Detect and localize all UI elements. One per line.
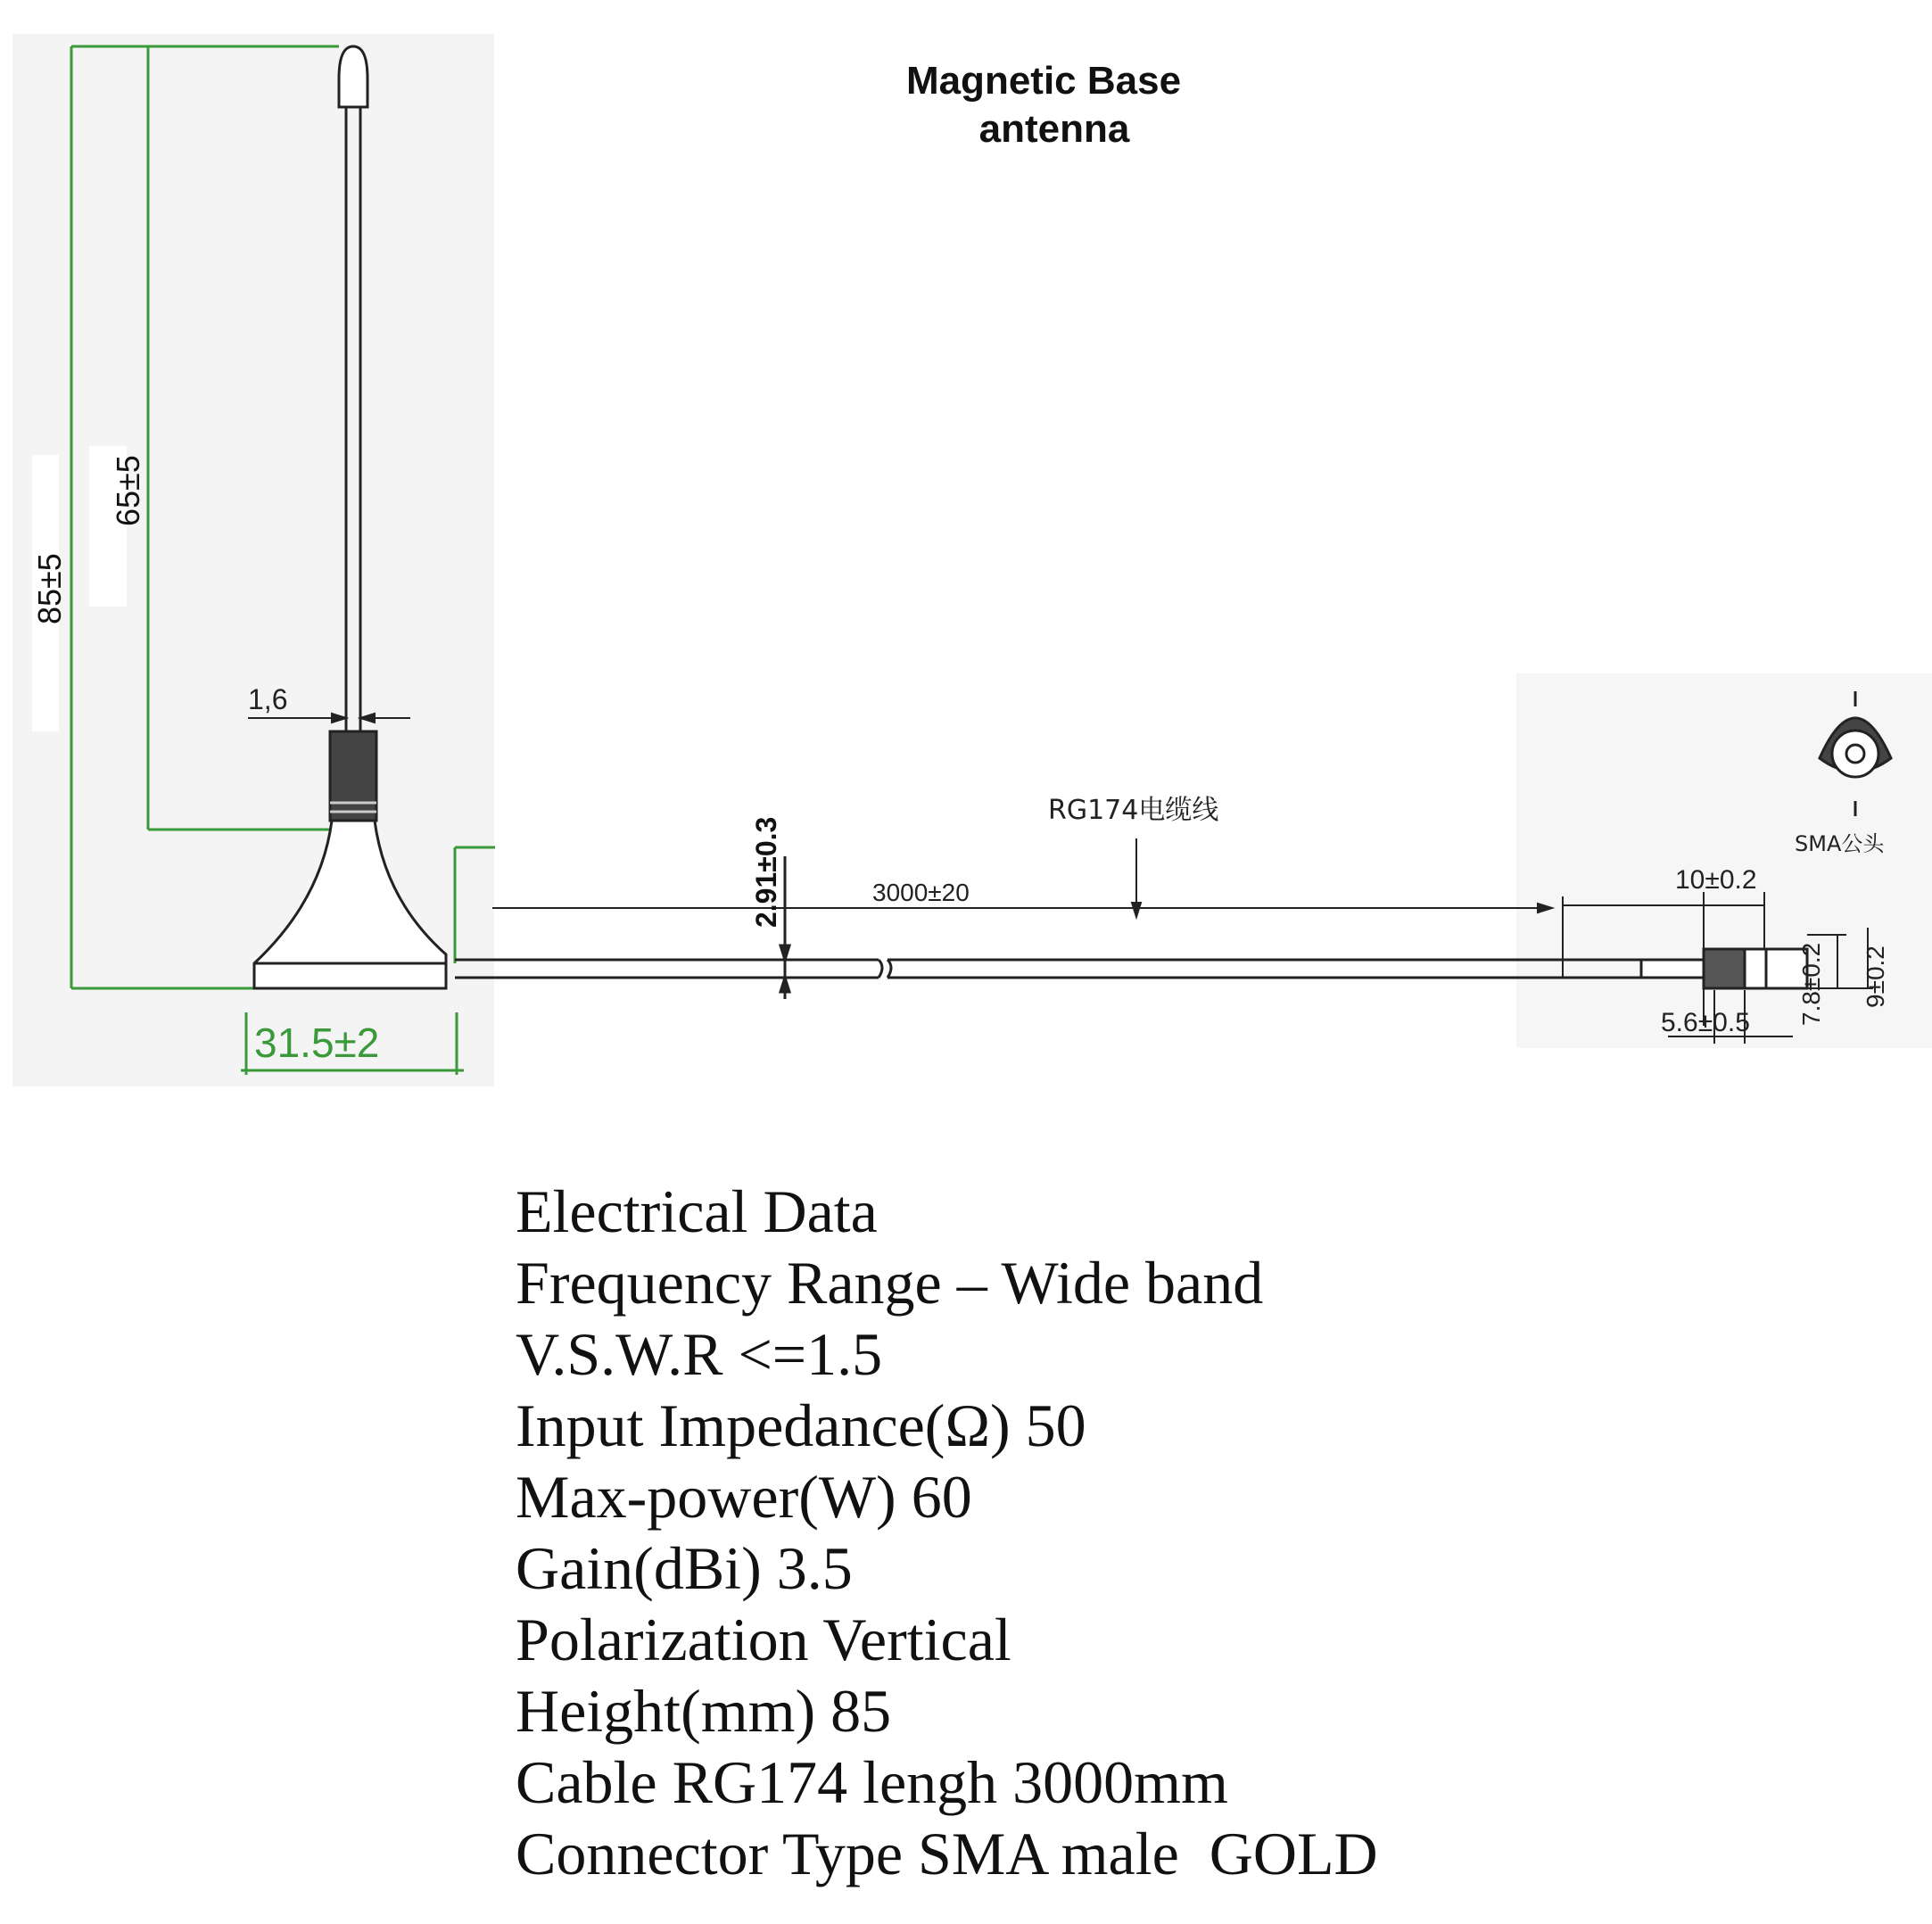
whip-length-label: 65±5 bbox=[110, 455, 146, 526]
connector-dia-a-label: 7.8±0.2 bbox=[1797, 942, 1825, 1026]
spec-polarization: Polarization Vertical bbox=[516, 1606, 1011, 1673]
spec-height: Height(mm) 85 bbox=[516, 1677, 892, 1745]
connector-small-label: 5.6±0.5 bbox=[1661, 1008, 1750, 1037]
spec-vswr: V.S.W.R <=1.5 bbox=[516, 1320, 883, 1388]
base-diameter-label: 31.5±2 bbox=[254, 1020, 380, 1066]
cable-length-label: 3000±20 bbox=[872, 879, 970, 906]
electrical-spec-list bbox=[516, 1176, 1378, 1889]
spec-cable: Cable RG174 lengh 3000mm bbox=[516, 1748, 1228, 1816]
spec-heading: Electrical Data bbox=[516, 1177, 878, 1245]
spec-gain: Gain(dBi) 3.5 bbox=[516, 1534, 853, 1602]
title-line-1: Magnetic Base bbox=[905, 59, 1182, 103]
spec-frequency: Frequency Range – Wide band bbox=[516, 1249, 1264, 1317]
connector-length-label: 10±0.2 bbox=[1675, 865, 1757, 895]
connector-dia-b-label: 9±0.2 bbox=[1862, 945, 1889, 1008]
antenna-sleeve bbox=[330, 731, 376, 821]
cable-label: RG174电缆线 bbox=[1048, 795, 1219, 826]
cable bbox=[455, 960, 1641, 978]
spec-connector: Connector Type SMA male GOLD bbox=[516, 1820, 1378, 1887]
spec-impedance: Input Impedance(Ω) 50 bbox=[516, 1391, 1086, 1459]
title-line-2: antenna bbox=[978, 107, 1130, 151]
cable-length-dimension bbox=[492, 838, 1563, 978]
total-height-label: 85±5 bbox=[31, 553, 68, 624]
cable-diameter-label: 2.91±0.3 bbox=[750, 816, 782, 928]
spec-max-power: Max-power(W) 60 bbox=[516, 1463, 972, 1531]
whip-diameter-label: 1,6 bbox=[248, 683, 288, 715]
connector-label: SMA公头 bbox=[1795, 831, 1885, 856]
